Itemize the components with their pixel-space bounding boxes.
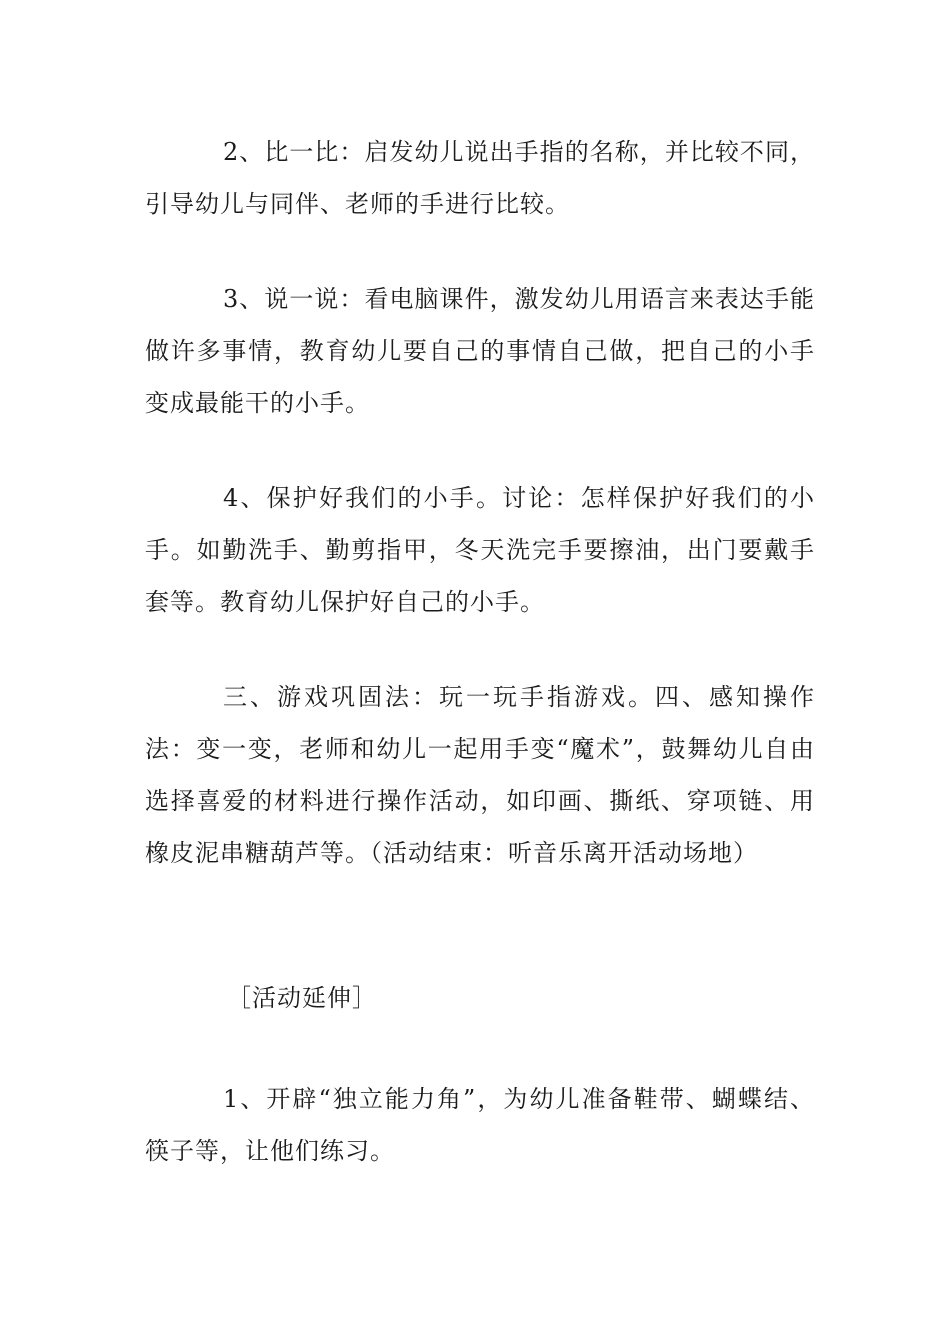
paragraph-say-what-hands-do: 3、说一说：看电脑课件，激发幼儿用语言来表达手能做许多事情，教育幼儿要自己的事情自己做，把自己的小手变成最能干的小手。 [145,285,815,417]
paragraph-compare-hands: 2、比一比：启发幼儿说出手指的名称，并比较不同，引导幼儿与同伴、老师的手进行比较。 [145,138,815,218]
section-heading-activity-extension: ［活动延伸］ [227,984,377,1012]
paragraph-game-and-operation: 三、游戏巩固法：玩一玩手指游戏。四、感知操作法：变一变，老师和幼儿一起用手变“魔术”，鼓舞幼儿自由选择喜爱的材料进行操作活动，如印画、撕纸、穿项链、用橡皮泥串糖葫芦等。（活动结束：听音乐离开活动场地） [145,683,815,867]
paragraph-protect-hands: 4、保护好我们的小手。讨论：怎样保护好我们的小手。如勤洗手、勤剪指甲，冬天洗完手要擦油，出门要戴手套等。教育幼儿保护好自己的小手。 [145,484,815,616]
paragraph-independence-corner: 1、开辟“独立能力角”，为幼儿准备鞋带、蝴蝶结、筷子等，让他们练习。 [145,1085,815,1165]
